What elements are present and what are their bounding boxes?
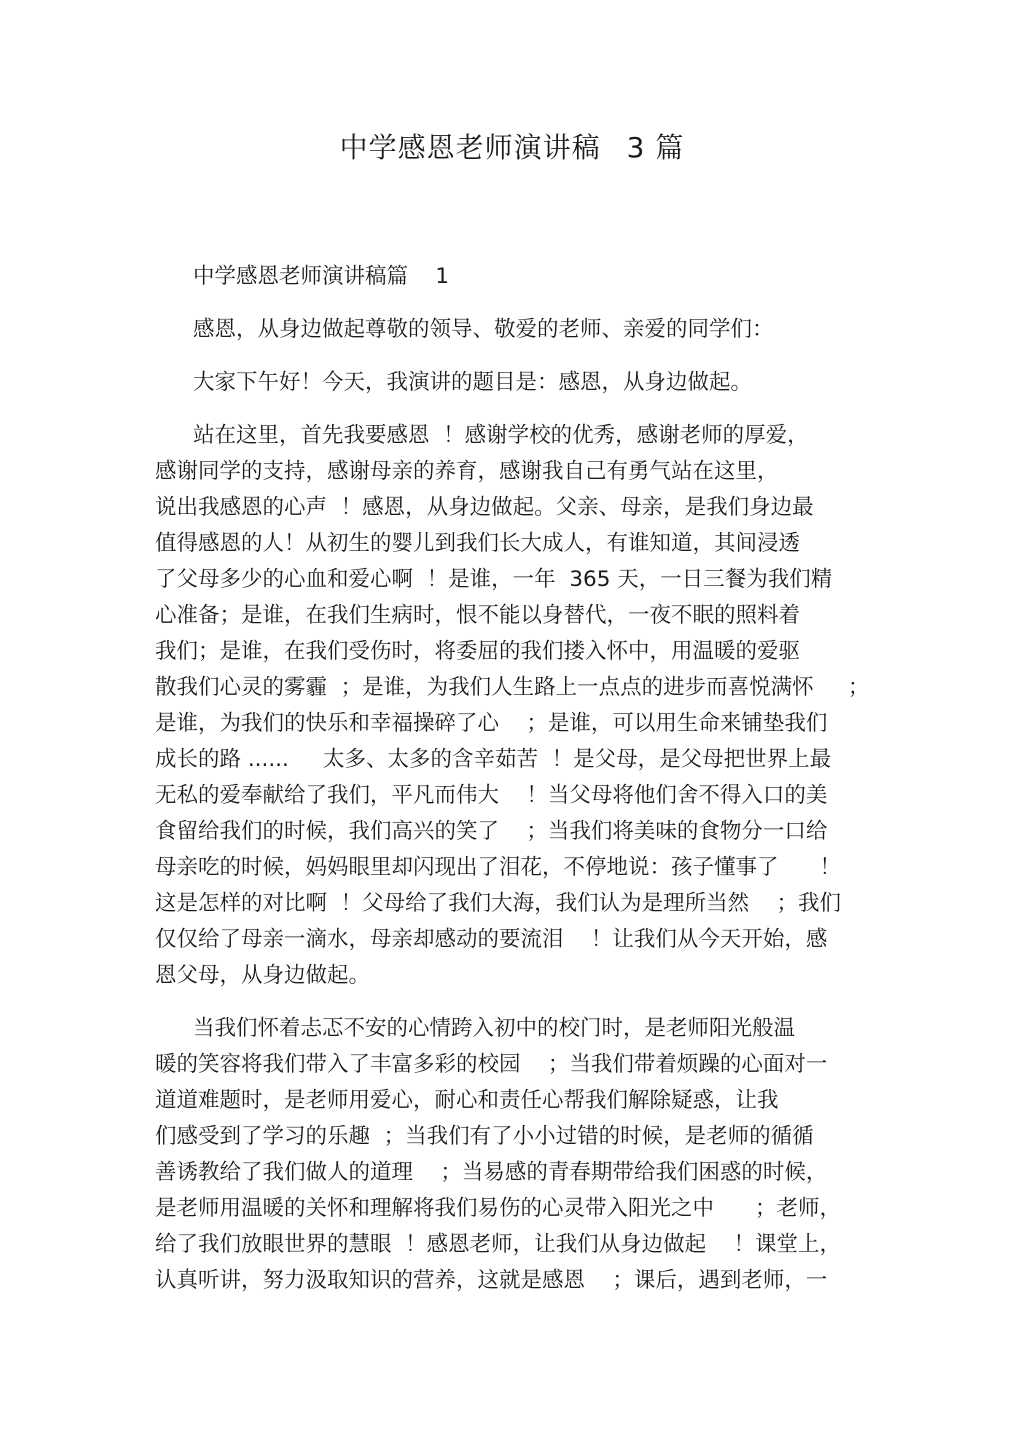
paragraph-line: 恩父母，从身边做起。 bbox=[155, 963, 371, 988]
paragraph-line: 了父母多少的心血和爱心啊 ！是谁，一年 365 天，一日三餐为我们精 bbox=[155, 567, 833, 592]
paragraph-line: 无私的爱奉献给了我们，平凡而伟大 ！当父母将他们舍不得入口的美 bbox=[155, 783, 828, 808]
paragraph-line: 母亲吃的时候，妈妈眼里却闪现出了泪花，不停地说：孩子懂事了 ！ bbox=[155, 855, 842, 880]
paragraph-line: 善诱教给了我们做人的道理 ；当易感的青春期带给我们困惑的时候， bbox=[155, 1160, 828, 1185]
paragraph-line: 说出我感恩的心声 ！感恩，从身边做起。父亲、母亲，是我们身边最 bbox=[155, 495, 814, 520]
paragraph-line: 站在这里，首先我要感恩 ！感谢学校的优秀，感谢老师的厚爱， bbox=[193, 423, 809, 448]
title-count: 3 篇 bbox=[626, 131, 685, 164]
paragraph-line: 食留给我们的时候，我们高兴的笑了 ；当我们将美味的食物分一口给 bbox=[155, 819, 828, 844]
paragraph-line: 认真听讲，努力汲取知识的营养，这就是感恩 ；课后，遇到老师，一 bbox=[155, 1268, 828, 1293]
paragraph-line: 暖的笑容将我们带入了丰富多彩的校园 ；当我们带着烦躁的心面对一 bbox=[155, 1052, 828, 1077]
section-heading: 中学感恩老师演讲稿篇 1 bbox=[193, 264, 450, 289]
paragraph-line: 成长的路 ...... 太多、太多的含辛茹苦 ！是父母，是父母把世界上最 bbox=[155, 747, 832, 772]
paragraph-line: 这是怎样的对比啊 ！父母给了我们大海，我们认为是理所当然 ；我们 bbox=[155, 891, 842, 916]
paragraph-line: 道道难题时，是老师用爱心，耐心和责任心帮我们解除疑惑，让我 bbox=[155, 1088, 779, 1113]
paragraph-line: 仅仅给了母亲一滴水，母亲却感动的要流泪 ！让我们从今天开始，感 bbox=[155, 927, 828, 952]
paragraph-line: 给了我们放眼世界的慧眼 ！感恩老师，让我们从身边做起 ！课堂上， bbox=[155, 1232, 842, 1257]
title-main: 中学感恩老师演讲稿 bbox=[339, 131, 601, 164]
greeting: 大家下午好！今天，我演讲的题目是：感恩，从身边做起。 bbox=[193, 370, 753, 395]
speech-title: 感恩，从身边做起尊敬的领导、敬爱的老师、亲爱的同学们： bbox=[193, 317, 774, 342]
document-title bbox=[0, 126, 1024, 166]
paragraph-line: 们感受到了学习的乐趣 ；当我们有了小小过错的时候，是老师的循循 bbox=[155, 1124, 814, 1149]
paragraph-line: 是谁，为我们的快乐和幸福操碎了心 ；是谁，可以用生命来铺垫我们 bbox=[155, 711, 828, 736]
paragraph-line: 感谢同学的支持，感谢母亲的养育，感谢我自己有勇气站在这里， bbox=[155, 459, 779, 484]
paragraph-line: 我们；是谁，在我们受伤时，将委屈的我们搂入怀中，用温暖的爱驱 bbox=[155, 639, 801, 664]
paragraph-line: 当我们怀着忐忑不安的心情跨入初中的校门时，是老师阳光般温 bbox=[193, 1016, 796, 1041]
paragraph-line: 心准备；是谁，在我们生病时，恨不能以身替代，一夜不眠的照料着 bbox=[155, 603, 801, 628]
paragraph-line: 是老师用温暖的关怀和理解将我们易伤的心灵带入阳光之中 ；老师， bbox=[155, 1196, 842, 1221]
paragraph-line: 散我们心灵的雾霾 ；是谁，为我们人生路上一点点的进步而喜悦满怀 ； bbox=[155, 675, 870, 700]
paragraph-line: 值得感恩的人！从初生的婴儿到我们长大成人，有谁知道，其间浸透 bbox=[155, 531, 801, 556]
